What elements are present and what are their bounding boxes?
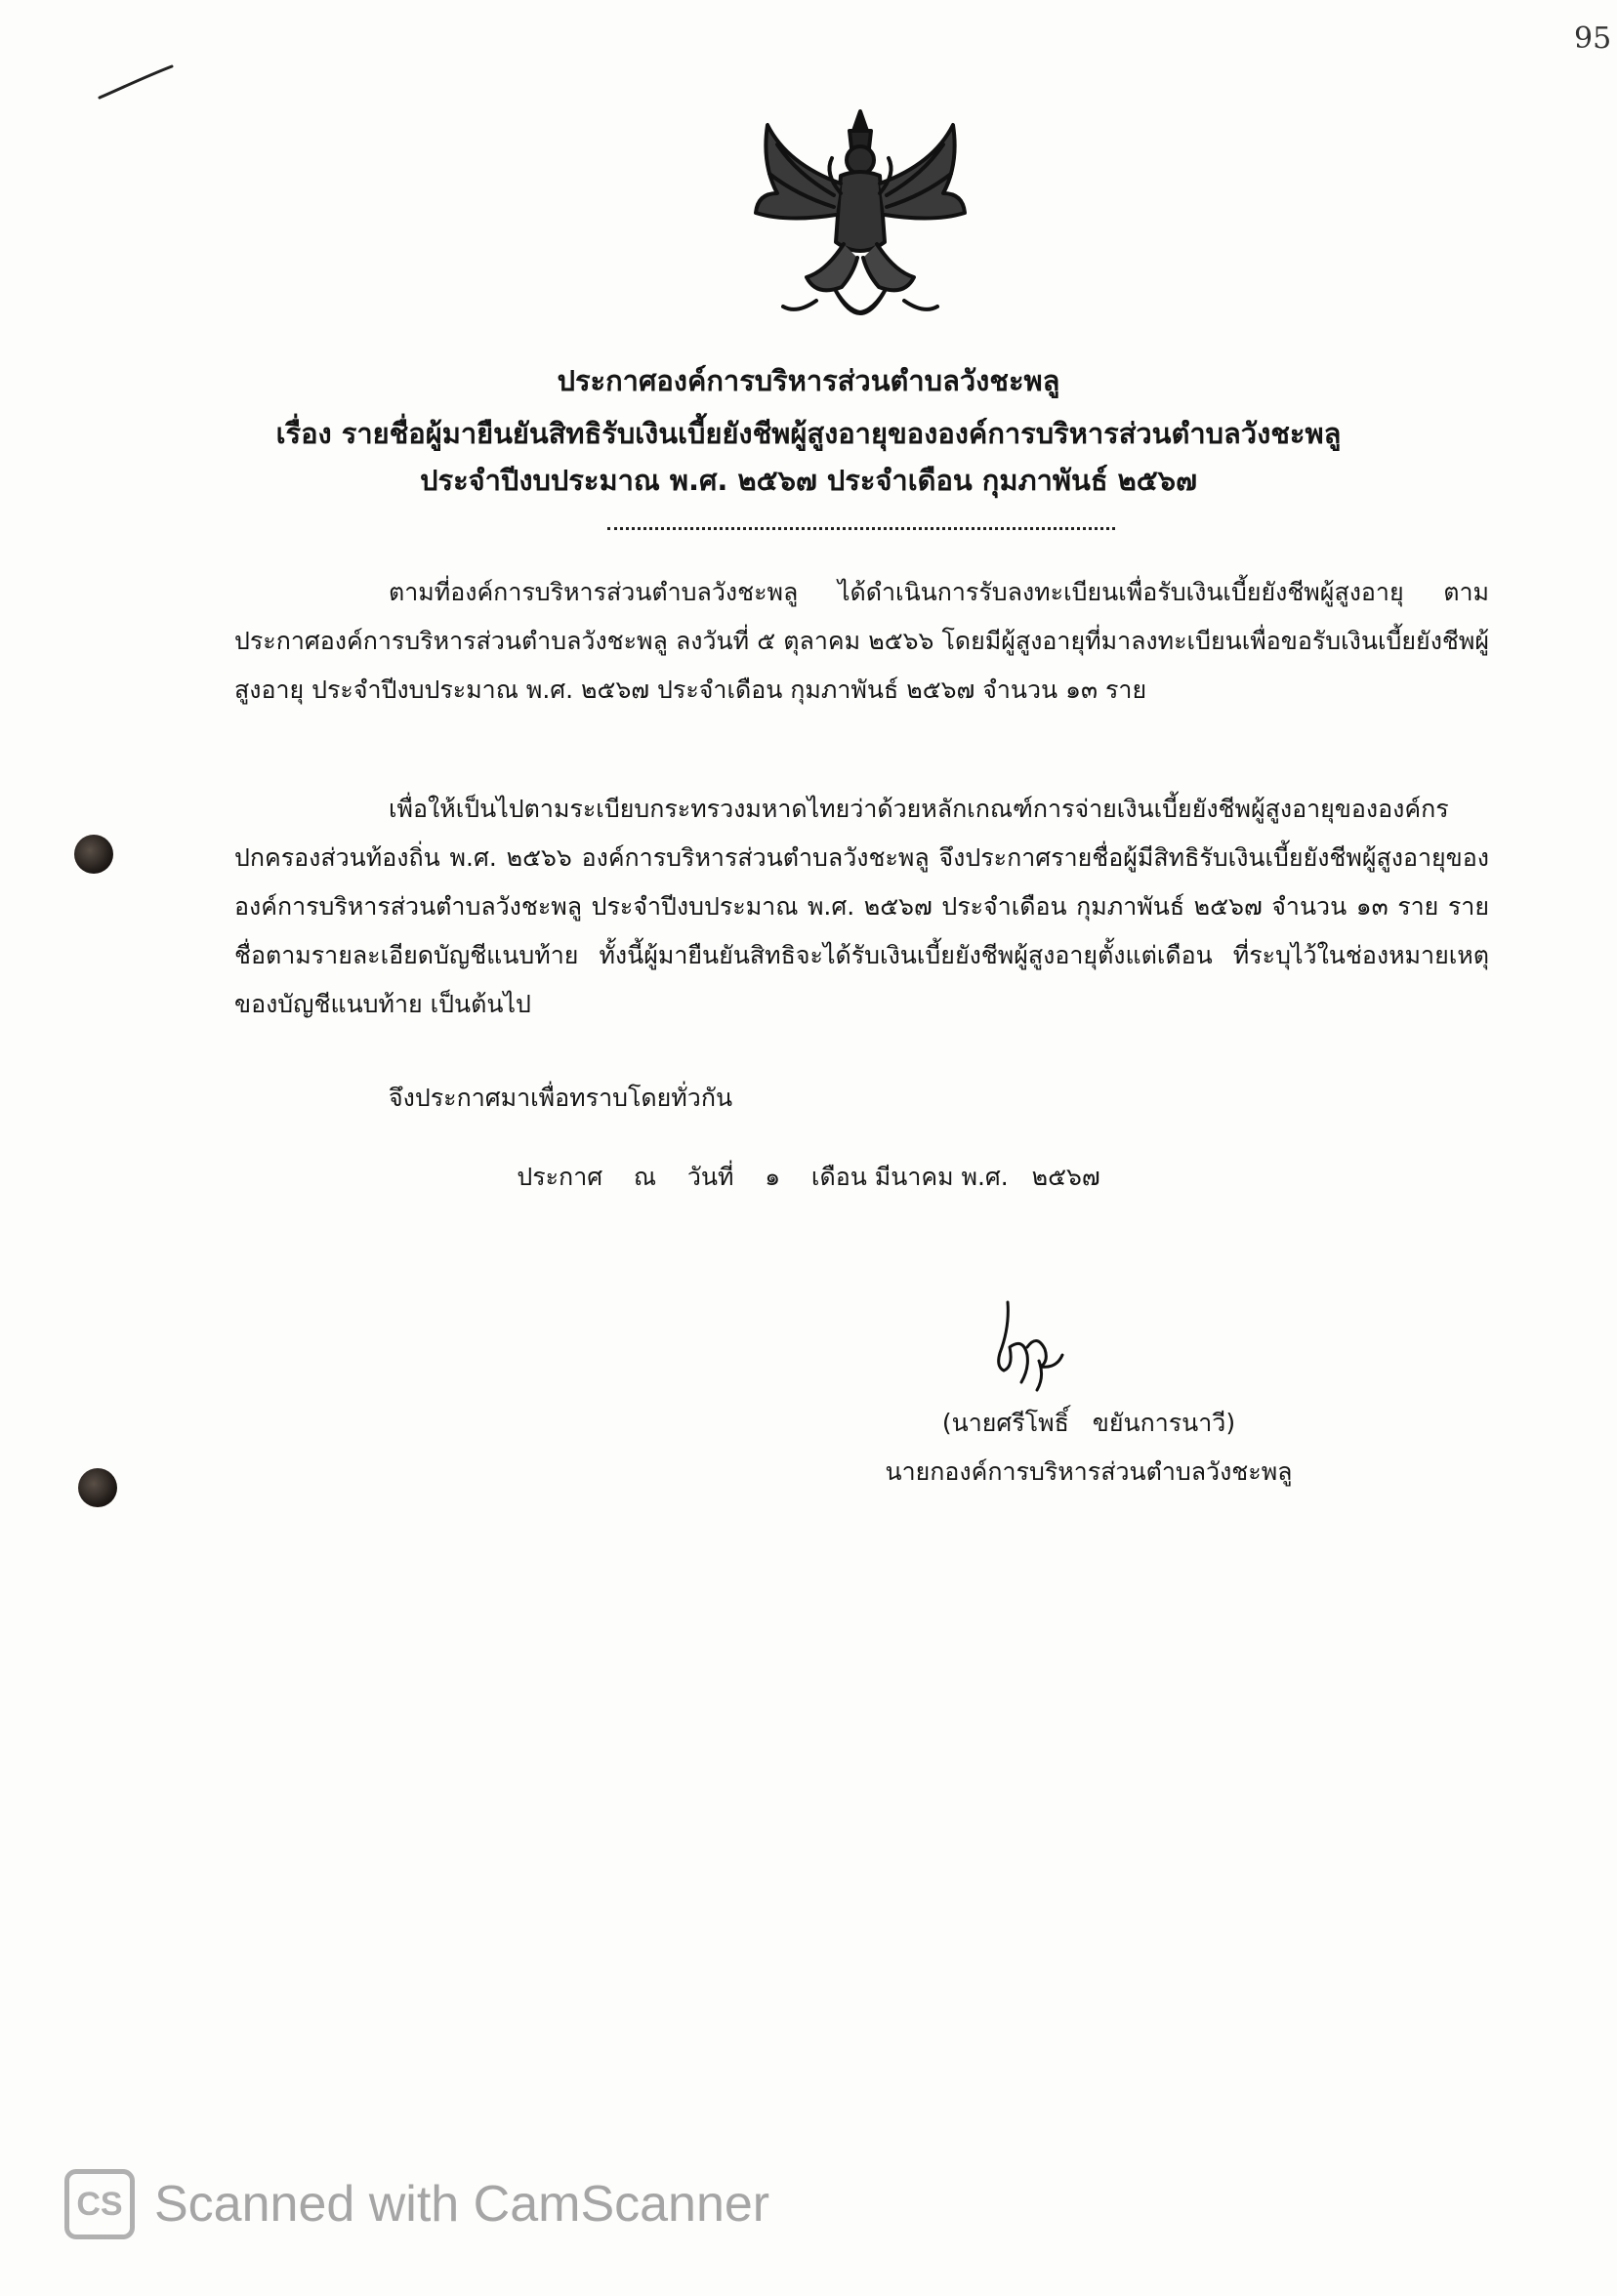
watermark-text: Scanned with CamScanner: [154, 2176, 770, 2233]
camscanner-logo-icon: CS: [64, 2169, 135, 2239]
body-paragraph-1-text: ตามที่องค์การบริหารส่วนตำบลวังชะพลู ได้ดำเนินการรับลงทะเบียนเพื่อรับเงินเบี้ยยังชีพผู้สูงอายุ ตามประกาศองค์การบริหารส่วนตำบลวังชะพลู ลงวันที่ ๕ ตุลาคม ๒๕๖๖ โดยมีผู้สูงอายุที่มาลงทะเบียนเพื่อขอรับเงินเบี้ยยังชีพผู้สูงอายุ ประจำปีงบประมาณ พ.ศ. ๒๕๖๗ ประจำเดือน กุมภาพันธ์ ๒๕๖๗ จำนวน ๑๓ ราย: [234, 578, 1489, 704]
handwritten-signature: [980, 1298, 1068, 1392]
body-paragraph-2: [234, 785, 1489, 1029]
signer-position: นายกองค์การบริหารส่วนตำบลวังชะพลู: [885, 1457, 1293, 1486]
announcement-subject: เรื่อง รายชื่อผู้มายืนยันสิทธิรับเงินเบี้ยยังชีพผู้สูงอายุขององค์การบริหารส่วนตำบลวังชะพลู: [275, 417, 1342, 450]
body-paragraph-3: [234, 1074, 1489, 1123]
garuda-emblem: [748, 105, 973, 340]
punch-hole: [74, 835, 113, 874]
pen-mark: [98, 62, 176, 102]
body-paragraph-2-text: เพื่อให้เป็นไปตามระเบียบกระทรวงมหาดไทยว่าด้วยหลักเกณฑ์การจ่ายเงินเบี้ยยังชีพผู้สูงอายุขององค์กรปกครองส่วนท้องถิ่น พ.ศ. ๒๕๖๖ องค์การบริหารส่วนตำบลวังชะพลู จึงประกาศรายชื่อผู้มีสิทธิรับเงินเบี้ยยังชีพผู้สูงอายุขององค์การบริหารส่วนตำบลวังชะพลู ประจำปีงบประมาณ พ.ศ. ๒๕๖๗ ประจำเดือน กุมภาพันธ์ ๒๕๖๗ จำนวน ๑๓ ราย รายชื่อตามรายละเอียดบัญชีแนบท้าย ทั้งนี้ผู้มายืนยันสิทธิจะได้รับเงินเบี้ยยังชีพผู้สูงอายุตั้งแต่เดือน ที่ระบุไว้ในช่องหมายเหตุของบัญชีแนบท้าย เป็นต้นไป: [234, 795, 1489, 1018]
page-number: 95: [1574, 21, 1612, 56]
camscanner-watermark: [64, 2169, 769, 2239]
announcement-title: ประกาศองค์การบริหารส่วนตำบลวังชะพลู: [557, 364, 1060, 397]
signer-name: (นายศรีโพธิ์ ขยันการนาวี): [941, 1409, 1236, 1437]
dotted-divider: [607, 527, 1115, 530]
body-paragraph-1: [234, 568, 1489, 715]
body-paragraph-3-text: จึงประกาศมาเพื่อทราบโดยทั่วกัน: [389, 1084, 733, 1112]
punch-hole: [78, 1468, 117, 1507]
announcement-period: ประจำปีงบประมาณ พ.ศ. ๒๕๖๗ ประจำเดือน กุมภาพันธ์ ๒๕๖๗: [420, 464, 1197, 497]
announcement-date: ประกาศ ณ วันที่ ๑ เดือน มีนาคม พ.ศ. ๒๕๖๗: [517, 1163, 1100, 1191]
